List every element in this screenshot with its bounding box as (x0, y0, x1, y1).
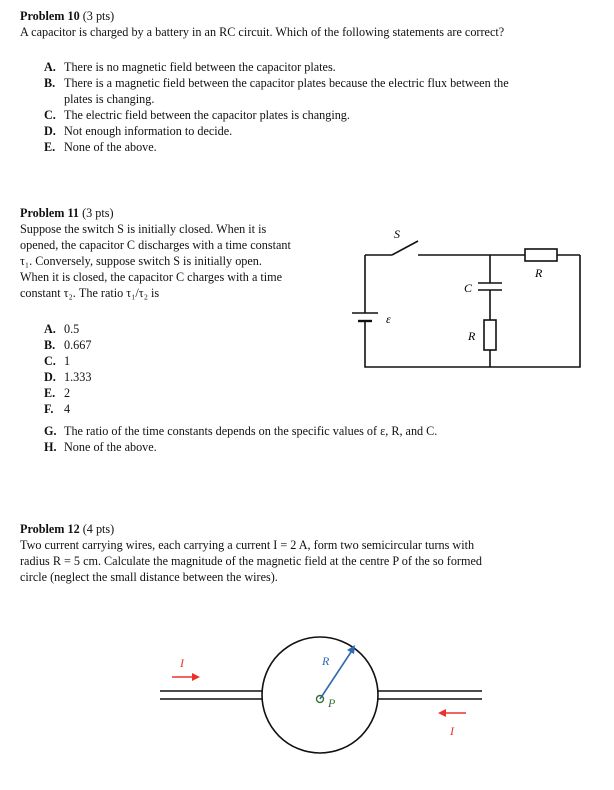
center-label: P (328, 696, 336, 710)
rc-circuit-diagram (340, 225, 600, 375)
problem-12-line-3: circle (neglect the small distance between the wires). (20, 570, 278, 584)
problem-10-label: Problem 10 (20, 9, 80, 23)
current-loop-figure (150, 625, 500, 765)
current-label-right: I (450, 724, 454, 738)
switch-label: S (394, 227, 400, 241)
problem-11-line-3: τ₁. Conversely, suppose switch S is initially open. (20, 254, 262, 268)
option-h[interactable]: H. None of the above. (44, 440, 157, 454)
current-arrowhead-left (192, 673, 200, 681)
resistor-top-label: R (535, 266, 543, 280)
problem-12-line-1: Two current carrying wires, each carrying a current I = 2 A, form two semicircular turns with (20, 538, 475, 552)
problem-11-line-2: opened, the capacitor C discharges with a time constant (20, 238, 291, 252)
problem-11-line-1: Suppose the switch S is initially closed. When it is (20, 222, 267, 236)
option-e[interactable]: E. None of the above. (44, 140, 157, 154)
problem-11-line-5: constant τ₂. The ratio τ₁/τ₂ is (20, 286, 160, 300)
option-g[interactable]: G. The ratio of the time constants depends on the specific values of ε, R, and C. (44, 424, 438, 438)
emf-label: ε (386, 312, 391, 326)
option-b[interactable]: B. There is a magnetic field between the capacitor plates because the electric flux between the (44, 76, 509, 90)
problem-12-text (20, 538, 600, 588)
option-e[interactable]: E. 2 (44, 386, 71, 400)
problem-11-line-4: When it is closed, the capacitor C charges with a time (20, 270, 283, 284)
capacitor-label: C (464, 281, 473, 295)
option-b-continued: plates is changing. (64, 92, 155, 106)
wire-left-bottom (365, 255, 580, 367)
resistor-mid-label: R (468, 329, 476, 343)
problem-12-title (20, 522, 114, 537)
current-label-left: I (180, 656, 184, 670)
problem-10-title (20, 9, 114, 24)
option-a[interactable]: A. There is no magnetic field between the capacitor plates. (44, 60, 336, 74)
switch-blade (392, 241, 418, 255)
problem-11-points: (3 pts) (82, 206, 114, 220)
option-d[interactable]: D. Not enough information to decide. (44, 124, 233, 138)
problem-12-label: Problem 12 (20, 522, 80, 536)
option-a[interactable]: A. 0.5 (44, 322, 80, 336)
resistor-mid (484, 320, 496, 350)
problem-11-text (20, 222, 350, 312)
current-arrowhead-right (438, 709, 446, 717)
problem-12-line-2: radius R = 5 cm. Calculate the magnitude of the magnetic field at the centre P of the so formed (20, 554, 482, 568)
resistor-top (525, 249, 557, 261)
option-b[interactable]: B. 0.667 (44, 338, 92, 352)
option-c[interactable]: C. 1 (44, 354, 71, 368)
option-f[interactable]: F. 4 (44, 402, 71, 416)
option-c[interactable]: C. The electric field between the capacitor plates is changing. (44, 108, 350, 122)
problem-10-question: A capacitor is charged by a battery in an RC circuit. Which of the following statements are correct? (20, 25, 505, 39)
problem-10-points: (3 pts) (82, 9, 115, 23)
problem-12-points: (4 pts) (82, 522, 115, 536)
radius-label: R (322, 654, 330, 668)
option-d[interactable]: D. 1.333 (44, 370, 92, 384)
problem-11-label: Problem 11 (20, 206, 80, 220)
problem-11-title (20, 206, 114, 221)
